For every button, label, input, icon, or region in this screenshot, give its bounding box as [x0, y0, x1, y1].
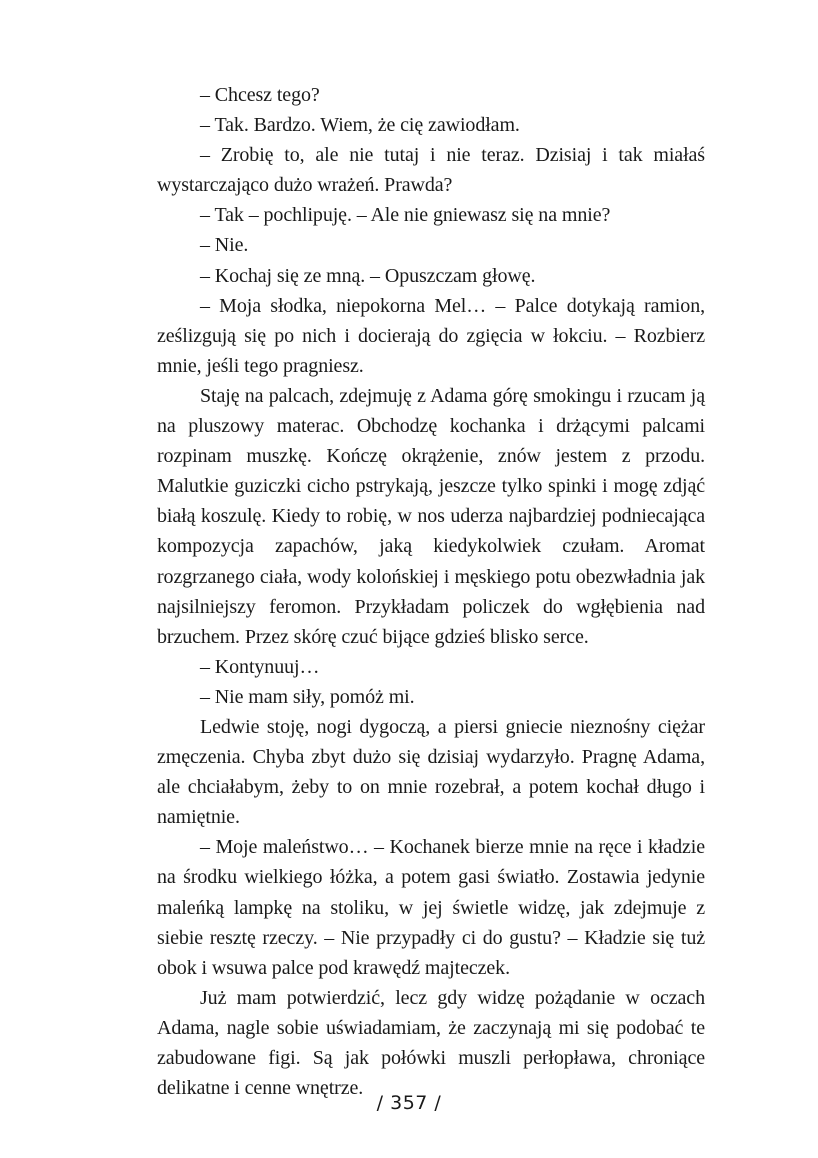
paragraph: – Chcesz tego? [200, 84, 320, 106]
paragraph: – Moje maleństwo… – Kochanek bierze mnie na ręce i kładzie na środku wielkiego łóżka, a potem gasi światło. Zostawia jedynie maleńką lampkę na stoliku, w jej świetle widzę, jak zdejmuje z siebie resztę rzeczy. – Nie przypadły ci do gustu? – Kładzie się tuż obok i wsuwa palce pod krawędź majteczek. [157, 836, 705, 979]
paragraph: Ledwie stoję, nogi dygoczą, a piersi gniecie nieznośny ciężar zmęczenia. Chyba zbyt dużo się dzisiaj wydarzyło. Pragnę Adama, ale chciałabym, żeby to on mnie rozebrał, a potem kochał długo i namiętnie. [157, 715, 705, 829]
paragraph: – Nie. [200, 234, 249, 257]
paragraph: – Kochaj się ze mną. – Opuszczam głowę. [200, 264, 536, 287]
body-text [157, 80, 705, 1103]
paragraph: – Kontynuuj… [200, 655, 320, 678]
page-number: / 357 / [376, 1092, 442, 1114]
paragraph: – Nie mam siły, pomóż mi. [200, 685, 415, 708]
paragraph: – Tak. Bardzo. Wiem, że cię zawiodłam. [200, 114, 520, 137]
paragraph: – Tak – pochlipuję. – Ale nie gniewasz się na mnie? [200, 204, 611, 227]
paragraph: – Zrobię to, ale nie tutaj i nie teraz. Dzisiaj i tak miałaś wystarczająco dużo wrażeń. Prawda? [157, 144, 705, 197]
paragraph: – Moja słodka, niepokorna Mel… – Palce dotykają ramion, ześlizgują się po nich i docierają do zgięcia w łokciu. – Rozbierz mnie, jeśli tego pragniesz. [157, 294, 705, 377]
paragraph: Już mam potwierdzić, lecz gdy widzę pożądanie w oczach Adama, nagle sobie uświadamiam, że zaczynają mi się podobać te zabudowane figi. Są jak połówki muszli perłopława, chroniące delikatne i cenne wnętrze. [157, 986, 705, 1100]
paragraph: Staję na palcach, zdejmuję z Adama górę smokingu i rzucam ją na pluszowy materac. Obchodzę kochanka i drżącymi palcami rozpinam muszkę. Kończę okrążenie, znów jestem z przodu. Malutkie guziczki cicho pstrykają, jeszcze tylko spinki i mogę zdjąć białą koszulę. Kiedy to robię, w nos uderza najbardziej podniecająca kompozycja zapachów, jaką kiedykolwiek czułam. Aromat rozgrzanego ciała, wody kolońskiej i męskiego potu obezwładnia jak najsilniejszy feromon. Przykładam policzek do wgłębienia nad brzuchem. Przez skórę czuć bijące gdzieś blisko serce. [157, 384, 705, 648]
